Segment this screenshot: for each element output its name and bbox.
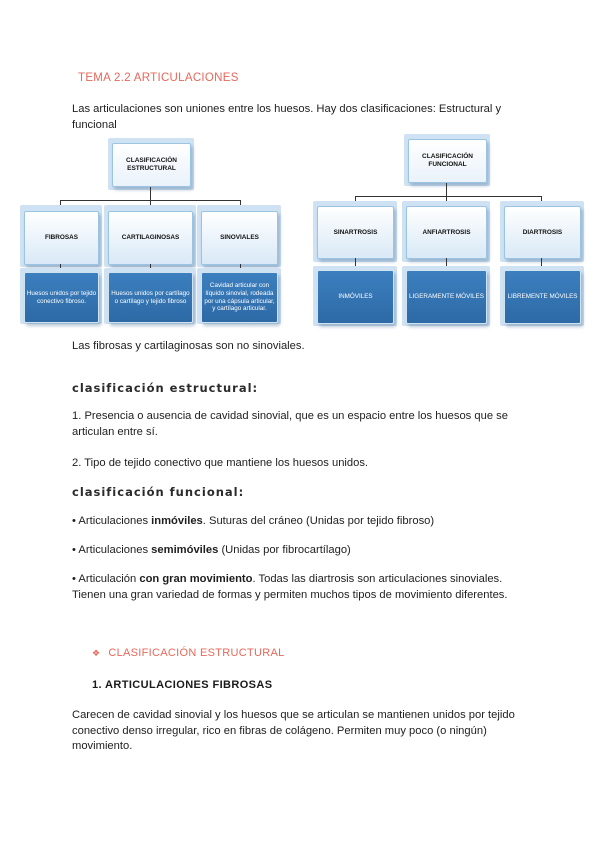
intro-paragraph: Las articulaciones son uniones entre los huesos. Hay dos clasificaciones: Estructural y funcional <box>72 103 502 131</box>
functional-item-3: • Articulación con gran movimiento. Todas las diartrosis son articulaciones sinoviales. Tienen una gran variedad de formas y permiten muchos tipos de movimiento diferentes. <box>72 573 508 601</box>
heading-structural: clasificación estructural: <box>72 381 259 395</box>
diamond-bullet-icon: ❖ <box>92 648 101 658</box>
desc-cartilaginosas: Huesos unidos por cartílago o cartílago y tejido fibroso <box>108 272 193 323</box>
category-anfiartrosis: ANFIARTROSIS <box>406 206 487 259</box>
structural-item-1: 1. Presencia o ausencia de cavidad sinovial, que es un espacio entre los huesos que se articulan entre sí. <box>72 410 508 438</box>
page-title: TEMA 2.2 ARTICULACIONES <box>78 72 239 84</box>
desc-anfiartrosis: LIGERAMENTE MÓVILES <box>406 270 487 324</box>
section-heading: ❖ CLASIFICACIÓN ESTRUCTURAL <box>92 647 285 659</box>
category-sinartrosis: SINARTROSIS <box>317 206 394 259</box>
category-fibrosas: FIBROSAS <box>24 211 99 265</box>
note-paragraph: Las fibrosas y cartilaginosas son no sinoviales. <box>72 340 305 352</box>
diagram-root-functional: CLASIFICACIÓN FUNCIONAL <box>408 139 487 183</box>
desc-fibrosas: Huesos unidos por tejido conectivo fibroso. <box>24 272 99 323</box>
diagram-root-structural: CLASIFICACIÓN ESTRUCTURAL <box>112 143 191 187</box>
desc-sinoviales: Cavidad articular con líquido sinovial, rodeada por una cápsula articular, y cartílago articular. <box>201 272 278 323</box>
functional-item-2: • Articulaciones semimóviles (Unidas por fibrocartílago) <box>72 544 351 556</box>
heading-functional: clasificación funcional: <box>72 485 245 499</box>
structural-item-2: 2. Tipo de tejido conectivo que mantiene los huesos unidos. <box>72 457 369 469</box>
desc-sinartrosis: INMÓVILES <box>317 270 394 324</box>
category-sinoviales: SINOVIALES <box>201 211 278 265</box>
category-diartrosis: DIARTROSIS <box>504 206 581 259</box>
category-cartilaginosas: CARTILAGINOSAS <box>108 211 193 265</box>
desc-diartrosis: LIBREMENTE MÓVILES <box>504 270 581 324</box>
subsection-heading: 1. ARTICULACIONES FIBROSAS <box>92 679 273 691</box>
functional-item-1: • Articulaciones inmóviles. Suturas del cráneo (Unidas por tejido fibroso) <box>72 515 435 527</box>
fibrosas-paragraph: Carecen de cavidad sinovial y los huesos que se articulan se mantienen unidos por tejido conectivo denso irregular, rico en fibras de colágeno. Permiten muy poco (o ningún) movimiento. <box>72 709 515 752</box>
